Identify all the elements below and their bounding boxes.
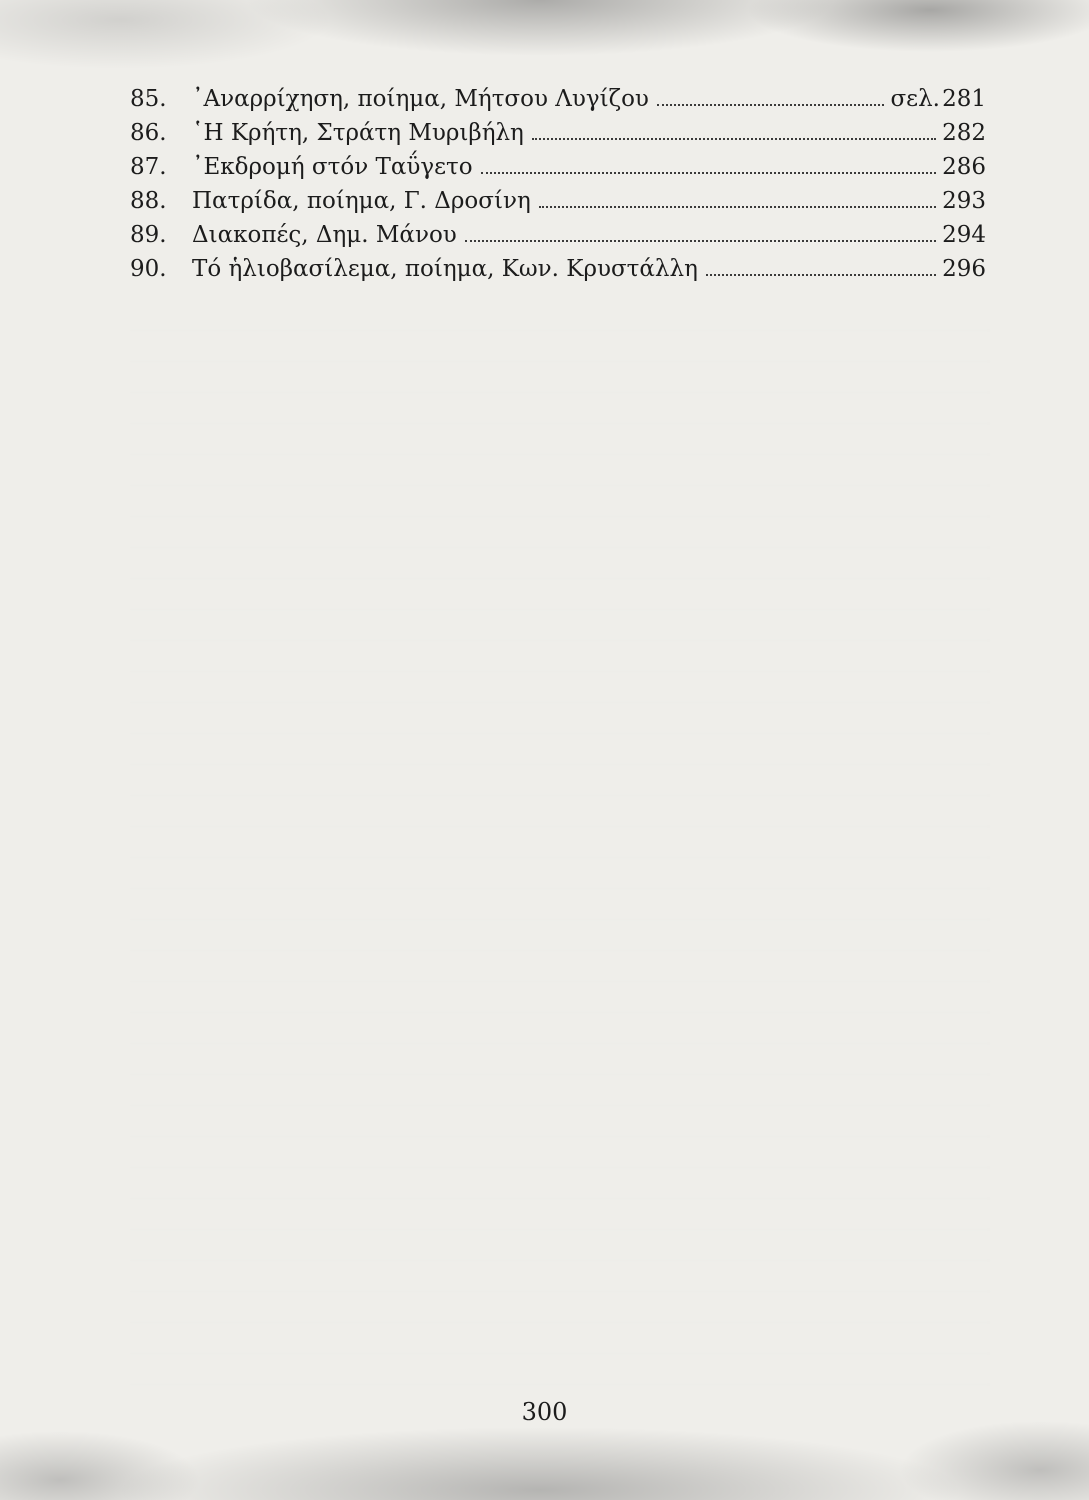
- toc-entry: [130, 222, 986, 256]
- toc-entry: [130, 256, 986, 290]
- entry-number: 90.: [130, 256, 167, 282]
- entry-title: ῾Η Κρήτη, Στράτη Μυριβήλη: [192, 120, 524, 146]
- toc-entry: [130, 154, 986, 188]
- table-of-contents: [130, 86, 986, 290]
- entry-page: 282: [942, 120, 986, 146]
- dot-leader: [657, 104, 885, 106]
- entry-page: 281: [942, 86, 986, 112]
- entry-number: 88.: [130, 188, 167, 214]
- dot-leader: [465, 240, 936, 242]
- dot-leader: [532, 138, 936, 140]
- bleed-through-texture: [130, 300, 990, 1400]
- dot-leader: [481, 172, 936, 174]
- entry-page: 286: [942, 154, 986, 180]
- page-prefix: σελ.: [890, 86, 940, 112]
- toc-entry: [130, 120, 986, 154]
- dot-leader: [539, 206, 936, 208]
- toc-entry: [130, 86, 986, 120]
- entry-title: Πατρίδα, ποίημα, Γ. Δροσίνη: [192, 188, 531, 214]
- entry-number: 87.: [130, 154, 167, 180]
- dot-leader: [706, 274, 936, 276]
- entry-title: Διακοπές, Δημ. Μάνου: [192, 222, 457, 248]
- entry-title: ᾽Εκδρομή στόν Ταΰγετο: [192, 154, 473, 180]
- entry-title: ᾽Αναρρίχηση, ποίημα, Μήτσου Λυγίζου: [192, 86, 649, 112]
- entry-page: 293: [942, 188, 986, 214]
- page-number: 300: [521, 1398, 568, 1426]
- entry-number: 86.: [130, 120, 167, 146]
- entry-number: 89.: [130, 222, 167, 248]
- entry-page: 296: [942, 256, 986, 282]
- toc-entry: [130, 188, 986, 222]
- entry-title: Τό ἡλιοβασίλεμα, ποίημα, Κων. Κρυστάλλη: [192, 256, 698, 282]
- entry-page: 294: [942, 222, 986, 248]
- entry-number: 85.: [130, 86, 167, 112]
